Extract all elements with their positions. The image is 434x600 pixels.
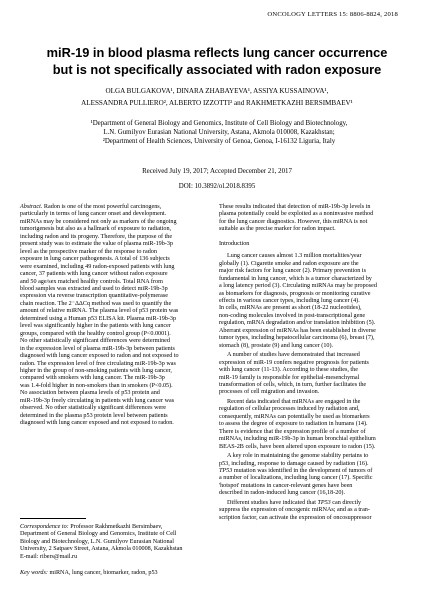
text-line: Abstract. Radon is one of the most powerful carcinogens, — [20, 204, 162, 210]
text-line: diagnosed with lung cancer exposed and not exposed to radon. — [20, 420, 174, 427]
abstract-conclusion — [219, 204, 412, 234]
text-line: was 1.4-fold higher in non-smokers than in smokers (P<0.05). — [20, 382, 173, 389]
text-line: expression via reverse transcription quantitative-polymerase — [20, 293, 169, 300]
text-line: p53, including, response to damage caused by radiation (16). — [219, 460, 369, 467]
text-line: E-mail: ribers@mail.ru — [20, 553, 78, 560]
right-column — [219, 204, 412, 522]
section-heading-introduction: Introduction — [219, 240, 250, 247]
text-line: to assess the degree of exposure to radiation in humans (14). — [219, 421, 368, 428]
text-line: regulation of cellular processes induced by radiation and, — [219, 406, 360, 413]
text-line: Correspondence to: Professor Rakhmetkazhi Bersimbaev, — [20, 524, 163, 530]
text-line: a long latency period (3). Circulating miRNAs may be proposed — [219, 283, 377, 290]
text-line: Recent data indicated that miRNAs are engaged in the — [227, 398, 361, 405]
author-line: ALESSANDRA PULLIERO², ALBERTO IZZOTTI² and RAKHMETKAZHI BERSIMBAEV¹ — [81, 98, 353, 107]
text-line: There is evidence that the expression profile of a number of — [219, 428, 366, 435]
text-line: major risk factors for lung cancer (2). Primary prevention is — [219, 268, 366, 275]
title-line: miR-19 in blood plasma reflects lung cancer occurrence — [46, 45, 388, 60]
article-title — [20, 44, 414, 78]
text-line: These results indicated that detection of miR-19b-3p levels in — [219, 204, 371, 210]
text-line: globally (1). Cigarette smoke and radon exposure are the — [219, 260, 359, 267]
text-line: Lung cancer causes almost 1.3 million mortalities/year — [227, 253, 362, 260]
text-line: a number of localizations, including lung cancer (17). Specific — [219, 475, 373, 482]
text-line: amount of relative miRNA. The plasma level of p53 protein was — [20, 308, 179, 315]
text-line: groups, compared with the healthy control group (P<0.0001). — [20, 330, 171, 337]
text-line: non-coding molecules involved in post-transcriptional gene — [219, 312, 366, 319]
received-accepted-dates: Received July 19, 2017; Accepted December 21, 2017 — [142, 168, 292, 175]
text-line: in the expression level of plasma miR-19b-3p between patients — [20, 345, 175, 352]
text-line: BEAS-2B cells, have been altered upon exposure to radon (15). — [219, 443, 376, 450]
doi: DOI: 10.3892/ol.2018.8395 — [178, 183, 256, 190]
text-line: suppress the expression of oncogenic miRNAs; and as a tran- — [219, 507, 370, 514]
text-line: suitable as the precise marker for radon impact. — [219, 226, 336, 233]
abstract — [20, 204, 205, 428]
intro-paragraph — [219, 352, 412, 397]
author-line: OLGA BULGAKOVA¹, DINARA ZHABAYEVA¹, ASSIYA KUSSAINOVA¹, — [105, 87, 329, 95]
text-line: miRNAs, including miR-19b-3p in human bronchial epithelium — [219, 436, 376, 443]
text-line: and 50 age/sex matched healthy controls. Total RNA from — [20, 278, 163, 285]
text-line: No other statistically significant differences were determined — [20, 338, 170, 345]
text-line: higher in the group of non-smoking patients with lung cancer, — [20, 367, 172, 374]
text-line: In cells, miRNAs are present as short (18-22 nucleotides), — [219, 305, 362, 312]
text-line: A number of studies have demonstrated that increased — [227, 352, 360, 359]
text-line: plasma potentially could be exploited as a noninvasive method — [219, 211, 374, 218]
text-line: regulation, mRNA degradation and/or translation inhibition (5). — [219, 320, 376, 327]
text-line: transformation of cells, which, in turn, further facilitates the — [219, 381, 367, 388]
text-line: for the lung cancer diagnostics. However, this miRNA is not — [219, 218, 368, 225]
text-line: No association between plasma levels of p53 protein and — [20, 390, 160, 397]
text-line: tumorigenesis but also as a hallmark of exposure to radiation, — [20, 226, 172, 233]
text-line: effects in various cancer types, including lung cancer (4). — [219, 297, 360, 304]
text-line: determined in the plasma p53 protein level between patients — [20, 412, 168, 419]
affiliation-line: ²Department of Health Sciences, University of Genoa, Genoa, I-16132 Liguria, Italy — [102, 137, 336, 145]
text-line: level was significantly higher in the patients with lung cancer — [20, 323, 171, 330]
text-line: miR-19b-3p freely circulating in patients with lung cancer was — [20, 397, 175, 404]
text-line: 'hotspot' mutations in cancer-relevant genes have been — [219, 482, 353, 489]
text-line: Aberrant expression of miRNAs has been established in diverse — [219, 327, 376, 334]
footnote-rule — [20, 518, 86, 519]
text-line: were examined, including 49 radon-exposed patients with lung — [20, 263, 175, 270]
text-line: particularly in terms of lung cancer onset and development. — [20, 211, 167, 218]
text-line: observed. No other statistically significant differences were — [20, 405, 167, 412]
text-line: level as the prospective marker of the response to radon — [20, 248, 157, 255]
text-line: cancer, 37 patients with lung cancer without radon exposure — [20, 271, 168, 278]
text-line: A key role in maintaining the genome stability pertains to — [227, 453, 369, 460]
text-line: miR-19 family is responsible for epithelial-mesenchymal — [219, 374, 360, 381]
text-line: blood samples was extracted and used to detect miR-19b-3p — [20, 285, 168, 292]
intro-paragraph — [219, 453, 412, 498]
affiliation-line: L.N. Gumilyov Eurasian National University, Astana, Akmola 010008, Kazakhstan; — [103, 128, 335, 136]
text-line: processes of cell migration and invasion. — [219, 389, 320, 396]
text-line: consequently, miRNAs can potentially be used as biomarkers — [219, 413, 370, 420]
intro-paragraph — [219, 399, 412, 451]
title-line: but is not specifically associated with radon exposure — [52, 62, 382, 77]
text-line: Different studies have indicated that TP53 can directly — [227, 499, 362, 506]
text-line: radon. The expression level of free circulating miR-19b-3p was — [20, 360, 176, 367]
text-line: expression of miR-19 confers negative prognosis for patients — [219, 359, 369, 366]
intro-paragraph — [219, 500, 412, 522]
text-line: diagnosed with lung cancer exposed to radon and not exposed to — [20, 353, 179, 360]
intro-paragraph — [219, 253, 412, 350]
text-line: Biology and Biotechnology, L.N. Gumilyov Eurasian National — [20, 538, 174, 545]
text-line: compared with smokers with lung cancer. The miR-19b-3p — [20, 375, 165, 382]
affiliations — [54, 120, 384, 146]
text-line: chain reaction. The 2⁻ΔΔCq method was used to quantify the — [20, 300, 172, 307]
text-line: exposure in lung cancer pathogenesis. A total of 136 subjects — [20, 256, 170, 263]
text-line: described in radon-induced lung cancer (16,18-20). — [219, 490, 346, 497]
keywords-line: Key words: miRNA, lung cancer, biomarker, radon, p53 — [20, 570, 158, 576]
author-list — [20, 86, 414, 109]
correspondence — [20, 524, 205, 561]
text-line: determined using a Human p53 ELISA kit. Plasma miR-19b-3p — [20, 315, 177, 322]
text-line: TP53 mutation was identified in the development of tumors of — [219, 467, 373, 474]
text-line: University, 2 Satpaev Street, Astana, Akmola 010008, Kazakhstan — [20, 546, 183, 553]
text-line: present study was to estimate the value of plasma miR-19b-3p — [20, 241, 173, 248]
text-line: fundamental in lung cancer, which is a tumor characterized by — [219, 275, 372, 282]
text-line: Department of General Biology and Genomics, Institute of Cell — [20, 531, 177, 538]
text-line: including radon and its progeny. Therefore, the purpose of the — [20, 233, 173, 240]
text-line: miRNAs may be considered not only as markers of the ongoing — [20, 218, 177, 225]
text-line: as biomarkers for diagnosis, prognosis or monitoring curative — [219, 290, 371, 297]
affiliation-line: ¹Department of General Biology and Genomics, Institute of Cell Biology and Biotechnology, — [90, 120, 348, 127]
text-line: scription factor, can activate the expression of oncosuppressor — [219, 514, 372, 521]
running-head: ONCOLOGY LETTERS 15: 8806-8824, 2018 — [267, 11, 398, 18]
text-line: stomach (8), prostate (9) and lung cancer (10). — [219, 342, 334, 349]
keywords — [20, 570, 205, 577]
text-line: tumor types, including hepatocellular carcinoma (6), breast (7), — [219, 335, 375, 342]
text-line: with lung cancer (11-13). According to these studies, the — [219, 367, 358, 374]
